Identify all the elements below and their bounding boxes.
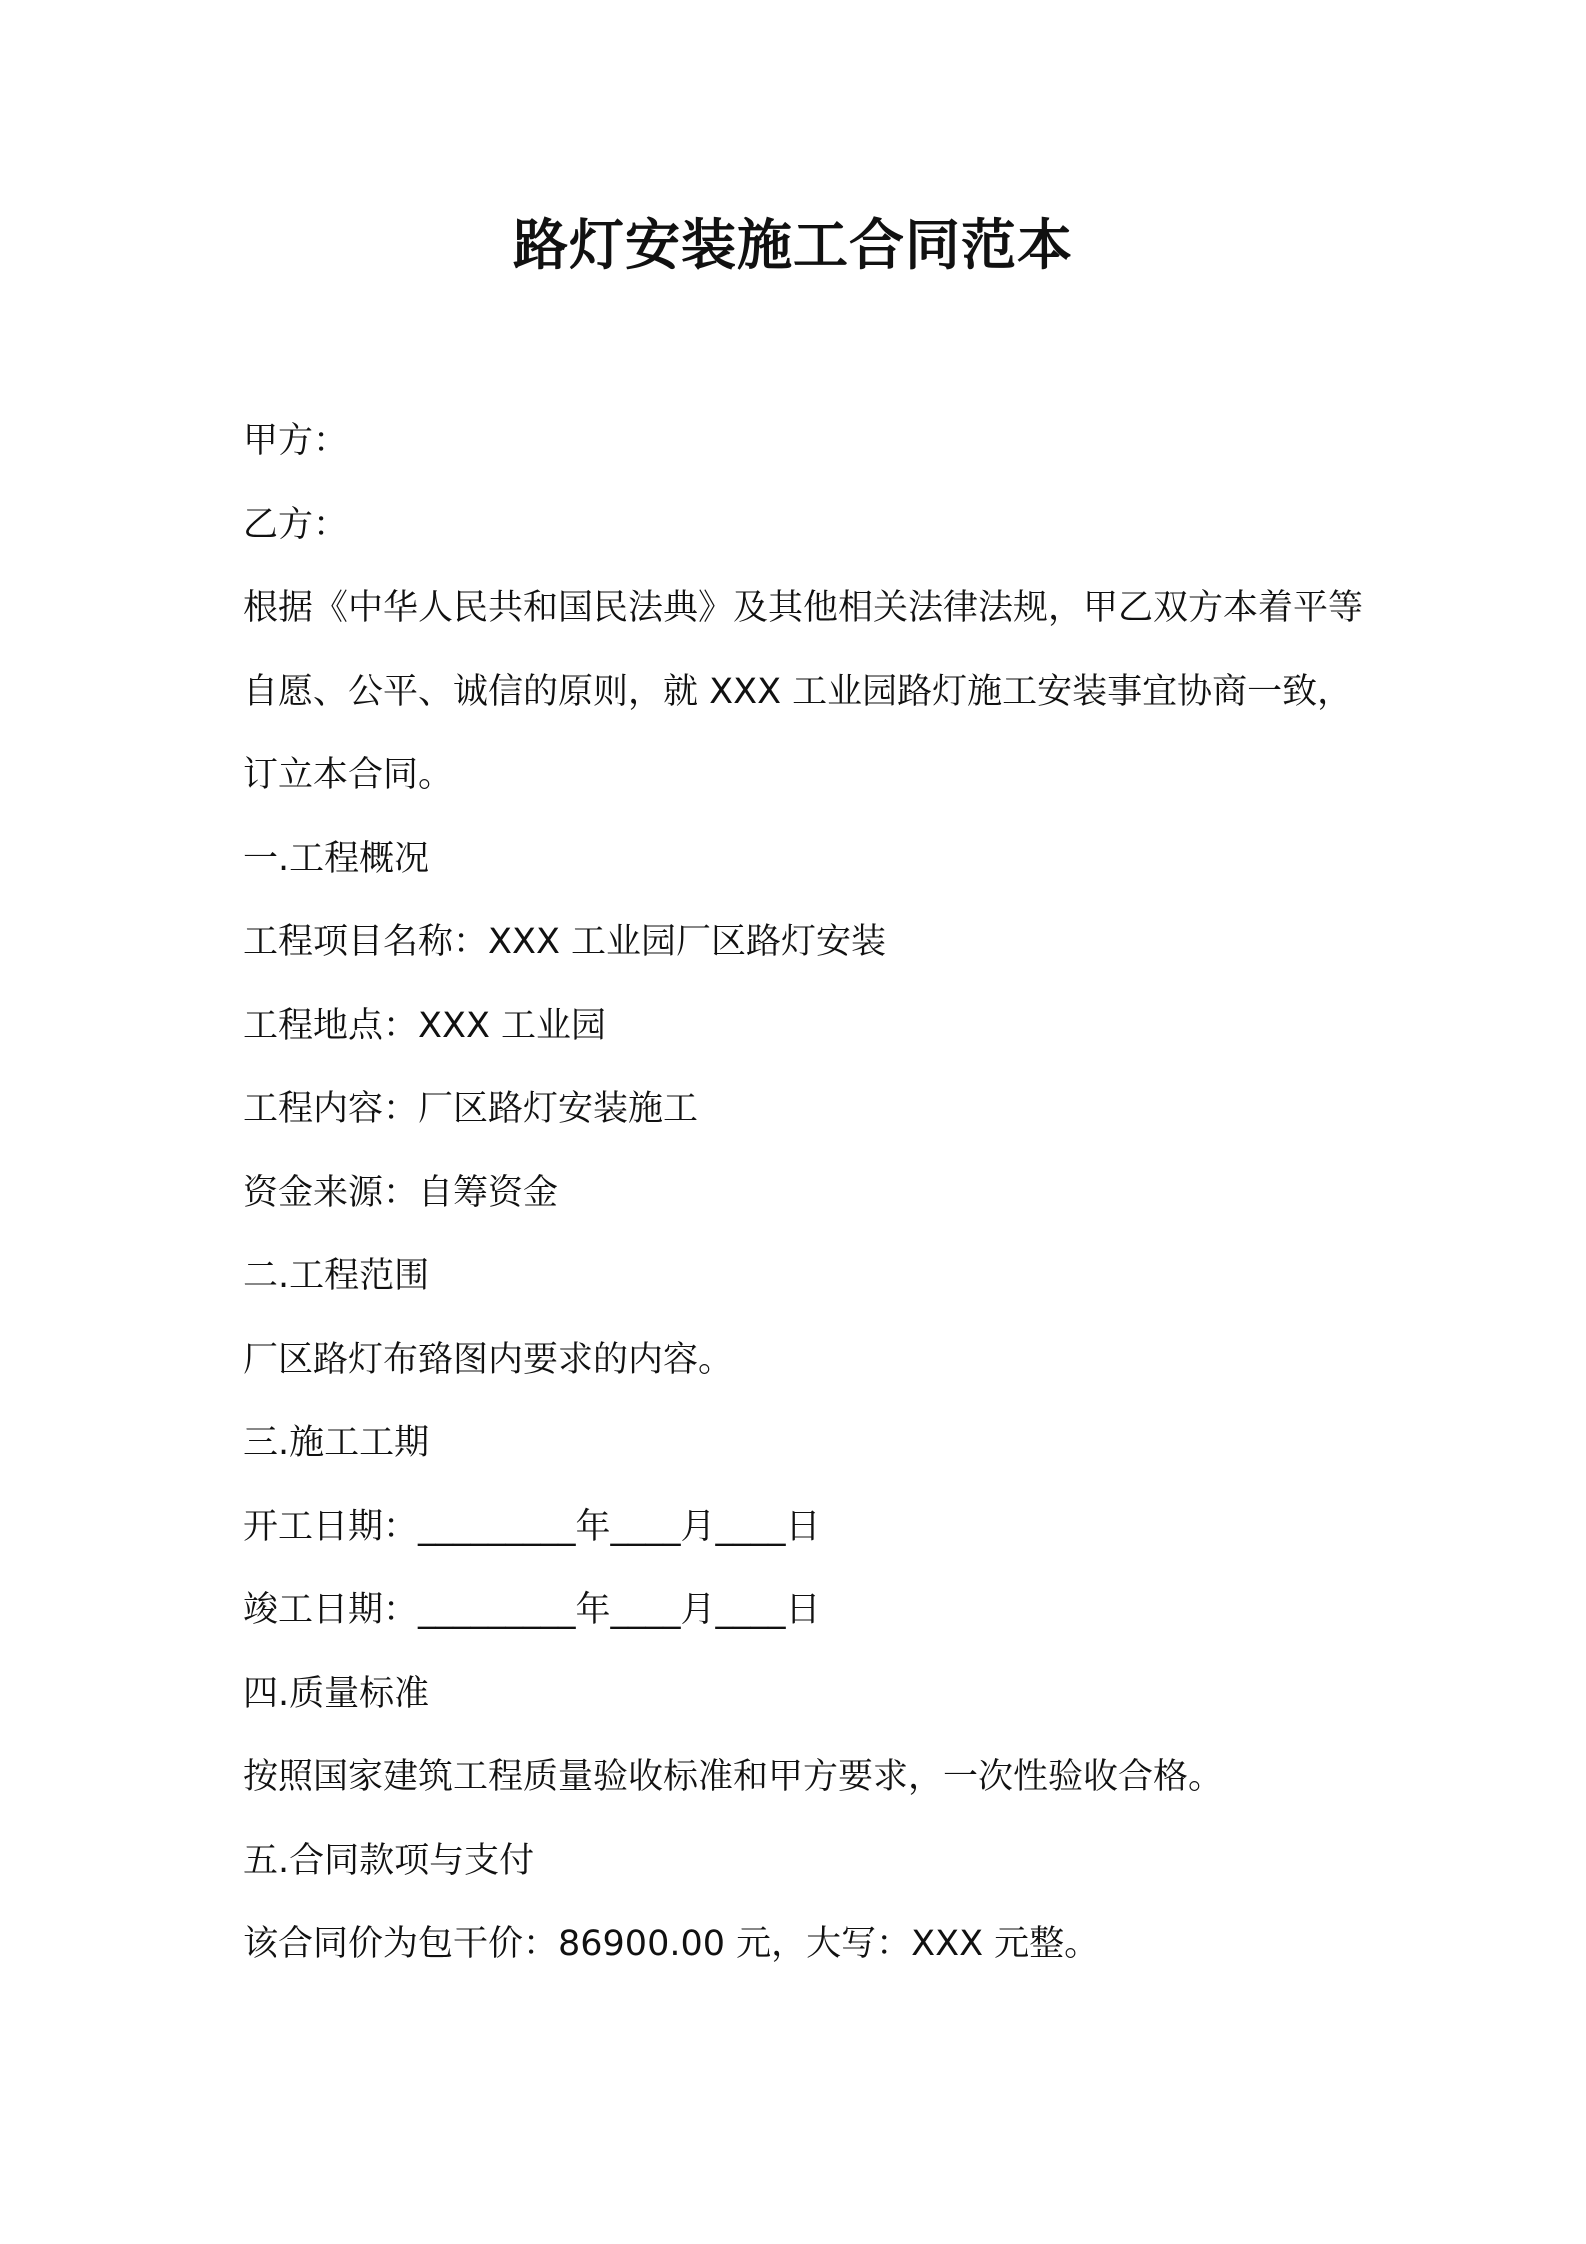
party-b-line: 乙方：	[243, 504, 349, 545]
project-location-line: 工程地点：XXX 工业园	[243, 1005, 607, 1046]
end-date-line: 竣工日期：_________年____月____日	[243, 1590, 821, 1630]
project-content-line: 工程内容：厂区路灯安装施工	[243, 1089, 699, 1129]
scope-text: 厂区路灯布臵图内要求的内容。	[243, 1339, 734, 1380]
section-heading-schedule: 三.施工工期	[243, 1423, 430, 1463]
funding-source-line: 资金来源：自筹资金	[243, 1172, 559, 1213]
preamble-paragraph: 根据《中华人民共和国民法典》及其他相关法律法规，甲乙双方本着平等自愿、公平、诚信的原则，就 XXX 工业园路灯施工安装事宜协商一致，订立本合同。	[243, 588, 1364, 795]
document-body	[243, 400, 1363, 1987]
party-a-line: 甲方：	[243, 421, 349, 461]
section-heading-scope: 二.工程范围	[243, 1256, 430, 1296]
quality-text: 按照国家建筑工程质量验收标准和甲方要求，一次性验收合格。	[243, 1757, 1224, 1797]
contract-price-line: 该合同价为包干价：86900.00 元，大写：XXX 元整。	[243, 1924, 1100, 1964]
document-title: 路灯安装施工合同范本	[512, 213, 1073, 277]
start-date-line: 开工日期：_________年____月____日	[243, 1506, 821, 1547]
section-heading-quality: 四.质量标准	[243, 1673, 430, 1714]
project-name-line: 工程项目名称：XXX 工业园厂区路灯安装	[243, 922, 887, 962]
section-heading-overview: 一.工程概况	[243, 838, 430, 879]
section-heading-payment: 五.合同款项与支付	[243, 1840, 535, 1881]
